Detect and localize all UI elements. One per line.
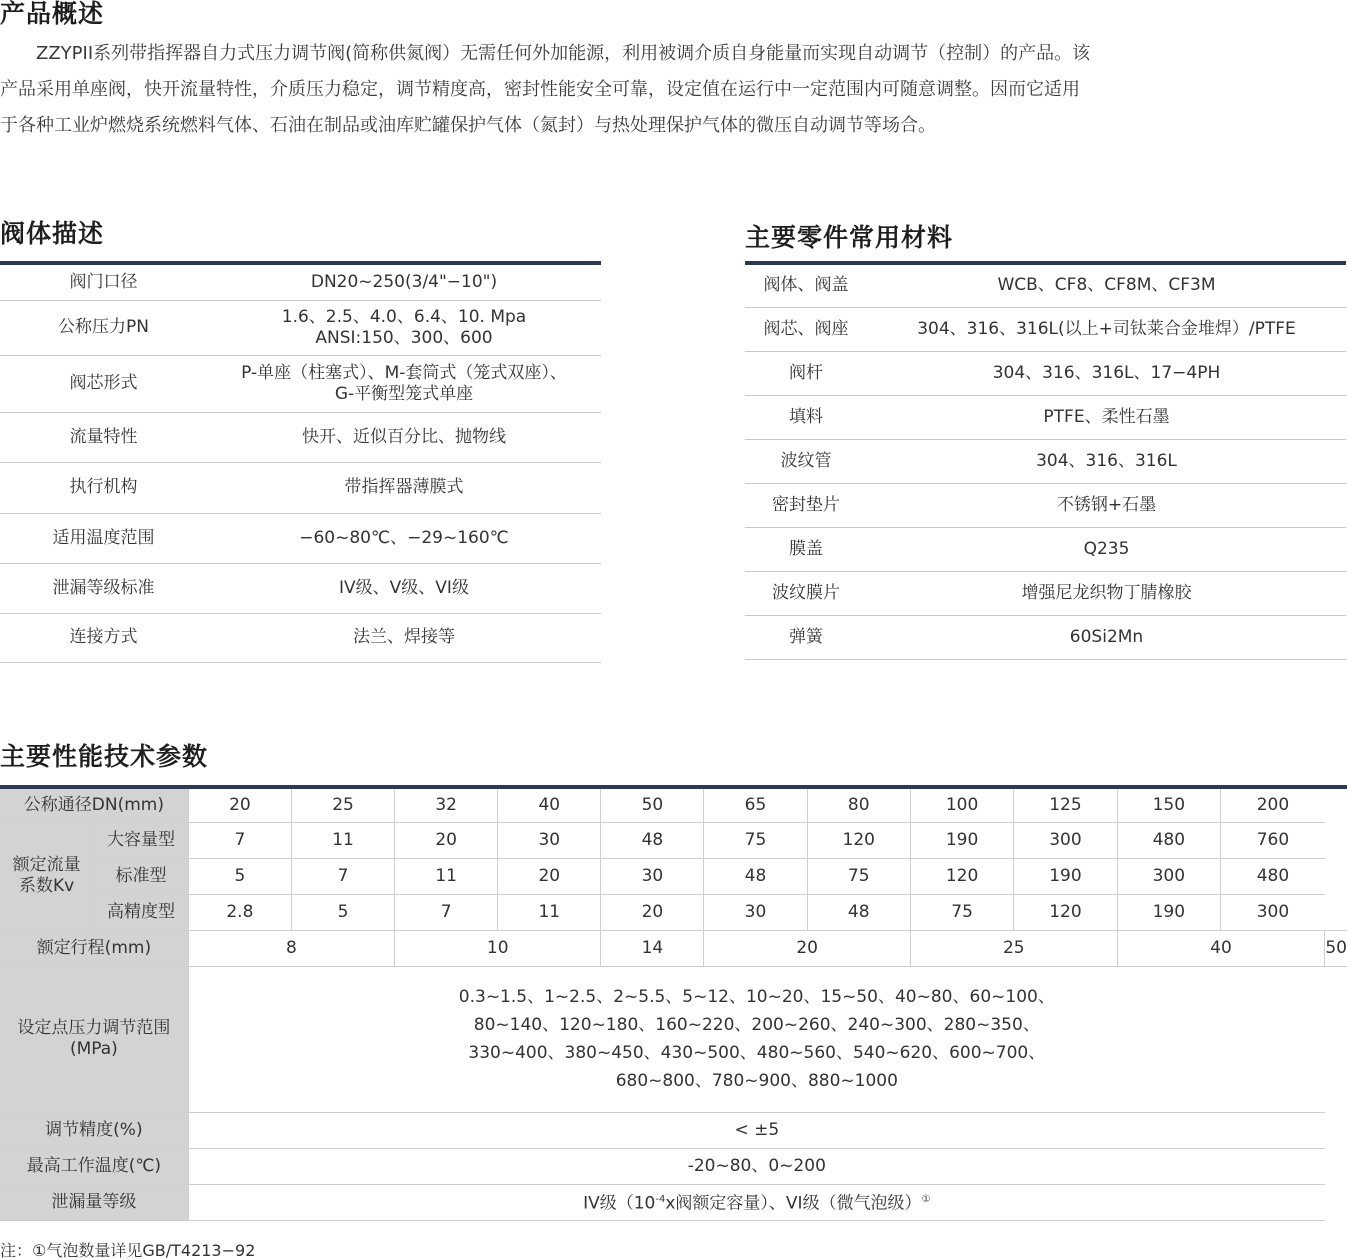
performance-title: 主要性能技术参数 <box>0 742 209 771</box>
stroke-cell: 25 <box>910 930 1117 966</box>
range-label-line: 设定点压力调节范围 <box>17 1018 171 1038</box>
stroke-cell: 20 <box>704 930 910 966</box>
row-value <box>207 300 601 355</box>
stroke-cell: 40 <box>1117 930 1325 966</box>
kv-label-line: 系数Kv <box>18 876 75 896</box>
table-row <box>745 395 1346 439</box>
kv-cell: 480 <box>1220 858 1324 894</box>
range-value <box>188 966 1325 1112</box>
row-value <box>207 355 601 412</box>
row-value: −60~80℃、−29~160℃ <box>207 513 601 563</box>
row-value: 增强尼龙织物丁腈橡胶 <box>867 571 1346 615</box>
kv-cell: 300 <box>1117 858 1220 894</box>
kv-cell: 190 <box>1117 894 1220 930</box>
temp-value: -20~80、0~200 <box>188 1148 1325 1184</box>
row-label: 流量特性 <box>0 412 207 462</box>
range-label-line: (MPa) <box>69 1039 118 1059</box>
kv-label-line: 额定流量 <box>12 855 81 875</box>
row-label: 连接方式 <box>0 613 207 662</box>
kv-cell: 11 <box>498 894 601 930</box>
kv-cell: 760 <box>1220 822 1324 858</box>
row-value: 304、316、316L、17−4PH <box>867 351 1346 395</box>
row-value: 带指挥器薄膜式 <box>207 462 601 513</box>
temp-label: 最高工作温度(℃) <box>0 1148 188 1184</box>
kv-cell: 300 <box>1220 894 1324 930</box>
leak-exponent: -4 <box>655 1194 666 1206</box>
overview-line: ZZYPII系列带指挥器自力式压力调节阀(简称供氮阀）无需任何外加能源，利用被调介质自身能量而实现自动调节（控制）的产品。该 <box>36 43 1091 64</box>
kv-cell: 20 <box>601 894 704 930</box>
table-row <box>0 462 601 513</box>
kv-cell: 75 <box>704 822 807 858</box>
kv-cell: 480 <box>1117 822 1220 858</box>
table-row <box>0 300 601 355</box>
row-value: 不锈钢+石墨 <box>867 483 1346 527</box>
range-line: 680~800、780~900、880~1000 <box>615 1071 898 1091</box>
table-row <box>0 563 601 613</box>
row-label: 填料 <box>745 395 867 439</box>
overview-line: 于各种工业炉燃烧系统燃料气体、石油在制品或油库贮罐保护气体（氮封）与热处理保护气体的微压自动调节等场合。 <box>0 115 936 136</box>
body-desc-table <box>0 261 601 663</box>
table-row <box>745 483 1346 527</box>
table-row <box>745 527 1346 571</box>
kv-cell: 20 <box>498 858 601 894</box>
kv-cell: 48 <box>601 822 704 858</box>
kv-type-label: 高精度型 <box>94 894 189 930</box>
stroke-cell: 8 <box>188 930 394 966</box>
range-line: 80~140、120~180、160~220、200~260、240~300、280~350、 <box>473 1015 1040 1035</box>
row-label: 适用温度范围 <box>0 513 207 563</box>
table-row <box>745 439 1346 483</box>
kv-cell: 7 <box>188 822 291 858</box>
accuracy-row <box>0 1112 1347 1148</box>
kv-cell: 20 <box>395 822 498 858</box>
row-label: 阀体、阀盖 <box>745 263 867 307</box>
overview-title: 产品概述 <box>0 0 105 28</box>
leak-text-b: x阀额定容量）、VI级（微气泡级） <box>665 1193 922 1214</box>
row-label: 执行机构 <box>0 462 207 513</box>
kv-cell: 11 <box>395 858 498 894</box>
materials-title: 主要零件常用材料 <box>745 223 954 252</box>
kv-type-label: 大容量型 <box>94 822 189 858</box>
kv-cell: 120 <box>807 822 910 858</box>
kv-cell: 30 <box>704 894 807 930</box>
dn-cell: 32 <box>395 787 498 822</box>
kv-cell: 120 <box>1014 894 1117 930</box>
row-label: 密封垫片 <box>745 483 867 527</box>
accuracy-label: 调节精度(%) <box>0 1112 188 1148</box>
range-label <box>0 966 188 1112</box>
row-label: 泄漏等级标准 <box>0 563 207 613</box>
row-value: 60Si2Mn <box>867 615 1346 659</box>
dn-cell: 20 <box>188 787 291 822</box>
row-label: 波纹管 <box>745 439 867 483</box>
table-row <box>745 571 1346 615</box>
row-label: 波纹膜片 <box>745 571 867 615</box>
dn-cell: 125 <box>1014 787 1117 822</box>
stroke-cell: 10 <box>395 930 601 966</box>
dn-cell: 200 <box>1220 787 1324 822</box>
dn-cell: 25 <box>292 787 395 822</box>
kv-cell: 5 <box>292 894 395 930</box>
materials-table <box>745 261 1346 660</box>
dn-cell: 65 <box>704 787 807 822</box>
dn-row <box>0 787 1347 822</box>
table-row <box>745 263 1346 307</box>
row-value: DN20~250(3/4"−10") <box>207 263 601 300</box>
kv-cell: 7 <box>395 894 498 930</box>
row-label: 公称压力PN <box>0 300 207 355</box>
accuracy-value: < ±5 <box>188 1112 1325 1148</box>
table-row <box>0 412 601 462</box>
temp-row <box>0 1148 1347 1184</box>
row-label: 弹簧 <box>745 615 867 659</box>
row-label: 阀芯形式 <box>0 355 207 412</box>
table-row <box>0 613 601 662</box>
kv-cell: 2.8 <box>188 894 291 930</box>
table-row <box>745 351 1346 395</box>
row-value: 快开、近似百分比、抛物线 <box>207 412 601 462</box>
table-row <box>0 355 601 412</box>
table-row <box>0 263 601 300</box>
kv-row <box>0 858 1347 894</box>
row-label: 阀芯、阀座 <box>745 307 867 351</box>
kv-row <box>0 822 1347 858</box>
kv-cell: 30 <box>498 822 601 858</box>
dn-cell: 50 <box>601 787 704 822</box>
table-row <box>745 307 1346 351</box>
footnote: 注：①气泡数量详见GB/T4213−92 <box>0 1241 256 1259</box>
kv-cell: 30 <box>601 858 704 894</box>
table-row <box>745 615 1346 659</box>
kv-cell: 190 <box>910 822 1013 858</box>
kv-cell: 48 <box>704 858 807 894</box>
leak-text-a: IV级（10 <box>583 1193 656 1214</box>
kv-type-label: 标准型 <box>94 858 189 894</box>
kv-cell: 5 <box>188 858 291 894</box>
leak-note-mark: ① <box>921 1194 931 1206</box>
row-value: IV级、V级、VI级 <box>207 563 601 613</box>
value-line: ANSI:150、300、600 <box>315 327 493 348</box>
leak-value <box>188 1184 1325 1220</box>
range-line: 330~400、380~450、430~500、480~560、540~620、600~700、 <box>468 1043 1046 1063</box>
value-line: G-平衡型笼式单座 <box>334 383 474 404</box>
row-label: 膜盖 <box>745 527 867 571</box>
kv-cell: 75 <box>807 858 910 894</box>
row-label: 阀门口径 <box>0 263 207 300</box>
kv-cell: 48 <box>807 894 910 930</box>
body-desc-title: 阀体描述 <box>0 219 105 248</box>
leak-row <box>0 1184 1347 1220</box>
kv-cell: 190 <box>1014 858 1117 894</box>
dn-cell: 150 <box>1117 787 1220 822</box>
kv-label <box>0 822 94 930</box>
row-value: 法兰、焊接等 <box>207 613 601 662</box>
performance-table <box>0 785 1347 1221</box>
overview-text <box>0 36 1347 144</box>
row-value: 304、316、316L(以上+司钛莱合金堆焊）/PTFE <box>867 307 1346 351</box>
overview-line: 产品采用单座阀，快开流量特性，介质压力稳定，调节精度高，密封性能安全可靠，设定值在运行中一定范围内可随意调整。因而它适用 <box>0 79 1080 100</box>
stroke-row <box>0 930 1347 966</box>
row-value: WCB、CF8、CF8M、CF3M <box>867 263 1346 307</box>
row-value: Q235 <box>867 527 1346 571</box>
dn-cell: 40 <box>498 787 601 822</box>
row-value: 304、316、316L <box>867 439 1346 483</box>
stroke-cell: 50 <box>1325 930 1347 966</box>
kv-cell: 11 <box>292 822 395 858</box>
range-row <box>0 966 1347 1112</box>
dn-label: 公称通径DN(mm) <box>0 787 188 822</box>
leak-label: 泄漏量等级 <box>0 1184 188 1220</box>
range-line: 0.3~1.5、1~2.5、2~5.5、5~12、10~20、15~50、40~80、60~100、 <box>458 987 1055 1007</box>
dn-cell: 80 <box>807 787 910 822</box>
row-value: PTFE、柔性石墨 <box>867 395 1346 439</box>
stroke-cell: 14 <box>601 930 704 966</box>
row-label: 阀杆 <box>745 351 867 395</box>
kv-cell: 7 <box>292 858 395 894</box>
value-line: 1.6、2.5、4.0、6.4、10. Mpa <box>281 306 527 327</box>
kv-cell: 75 <box>910 894 1013 930</box>
value-line: P-单座（柱塞式）、M-套筒式（笼式双座）、 <box>241 362 567 383</box>
kv-cell: 120 <box>910 858 1013 894</box>
table-row <box>0 513 601 563</box>
stroke-label: 额定行程(mm) <box>0 930 188 966</box>
dn-cell: 100 <box>910 787 1013 822</box>
kv-cell: 300 <box>1014 822 1117 858</box>
kv-row <box>0 894 1347 930</box>
